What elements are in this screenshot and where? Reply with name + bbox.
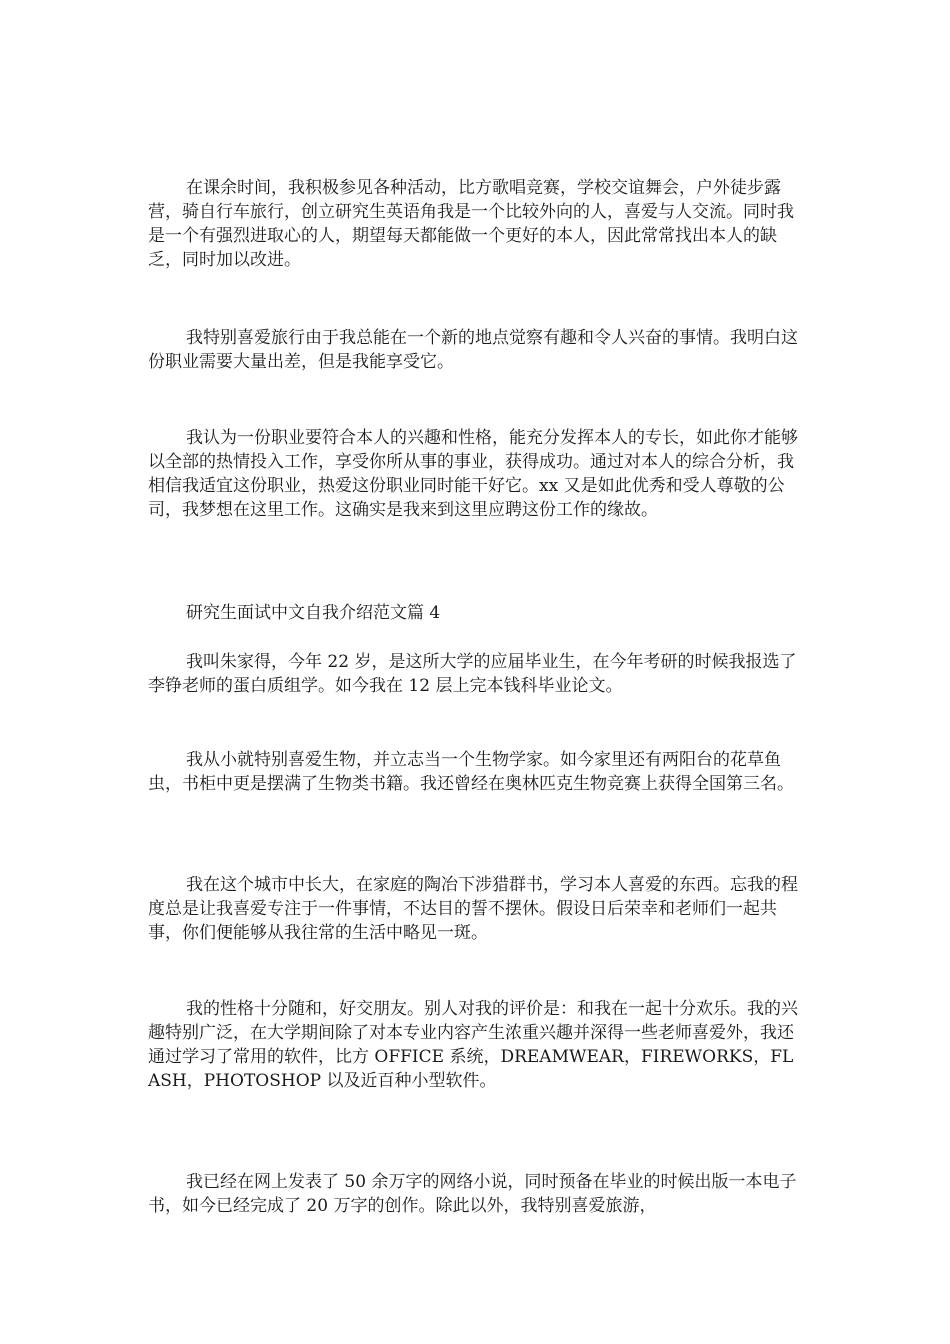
paragraph-personality: 我的性格十分随和，好交朋友。别人对我的评价是：和我在一起十分欢乐。我的兴趣特别广泛，在大学期间除了对本专业内容产生浓重兴趣并深得一些老师喜爱外，我还通过学习了常用的软件，比方 OFFICE 系统，DREAMWEAR，FIREWORKS，FLASH，PHOTOSHOP 以及近百种小型软件。 bbox=[148, 999, 798, 1091]
paragraph-intro: 我叫朱家得，今年 22 岁，是这所大学的应届毕业生，在今年考研的时候我报选了李铮老师的蛋白质组学。如今我在 12 层上完本钱科毕业论文。 bbox=[148, 652, 797, 696]
paragraph-writing: 我已经在网上发表了 50 余万字的网络小说，同时预备在毕业的时候出版一本电子书，如今已经完成了 20 万字的创作。除此以外，我特别喜爱旅游， bbox=[148, 1172, 797, 1216]
section-heading: 研究生面试中文自我介绍范文篇 4 bbox=[186, 603, 441, 623]
paragraph-biology: 我从小就特别喜爱生物，并立志当一个生物学家。如今家里还有两阳台的花草鱼虫，书柜中更是摆满了生物类书籍。我还曾经在奥林匹克生物竞赛上获得全国第三名。 bbox=[148, 750, 794, 794]
paragraph-travel: 我特别喜爱旅行由于我总能在一个新的地点觉察有趣和令人兴奋的事情。我明白这份职业需要大量出差，但是我能享受它。 bbox=[148, 328, 798, 372]
paragraph-activities: 在课余时间，我积极参见各种活动，比方歌唱竞赛，学校交谊舞会，户外徒步露营，骑自行车旅行，创立研究生英语角我是一个比较外向的人，喜爱与人交流。同时我是一个有强烈进取心的人，期望每天都能做一个更好的本人，因此常常找出本人的缺乏，同时加以改进。 bbox=[148, 178, 794, 270]
paragraph-upbringing: 我在这个城市中长大，在家庭的陶冶下涉猎群书，学习本人喜爱的东西。忘我的程度总是让我喜爱专注于一件事情，不达目的誓不摆休。假设日后荣幸和老师们一起共事，你们便能够从我往常的生活中略见一斑。 bbox=[148, 875, 798, 943]
paragraph-job-fit: 我认为一份职业要符合本人的兴趣和性格，能充分发挥本人的专长，如此你才能够以全部的热情投入工作，享受你所从事的事业，获得成功。通过对本人的综合分析，我相信我适宜这份职业，热爱这份职业同时能干好它。xx 又是如此优秀和受人尊敬的公司，我梦想在这里工作。这确实是我来到这里应聘这份工作的缘故。 bbox=[148, 428, 798, 520]
